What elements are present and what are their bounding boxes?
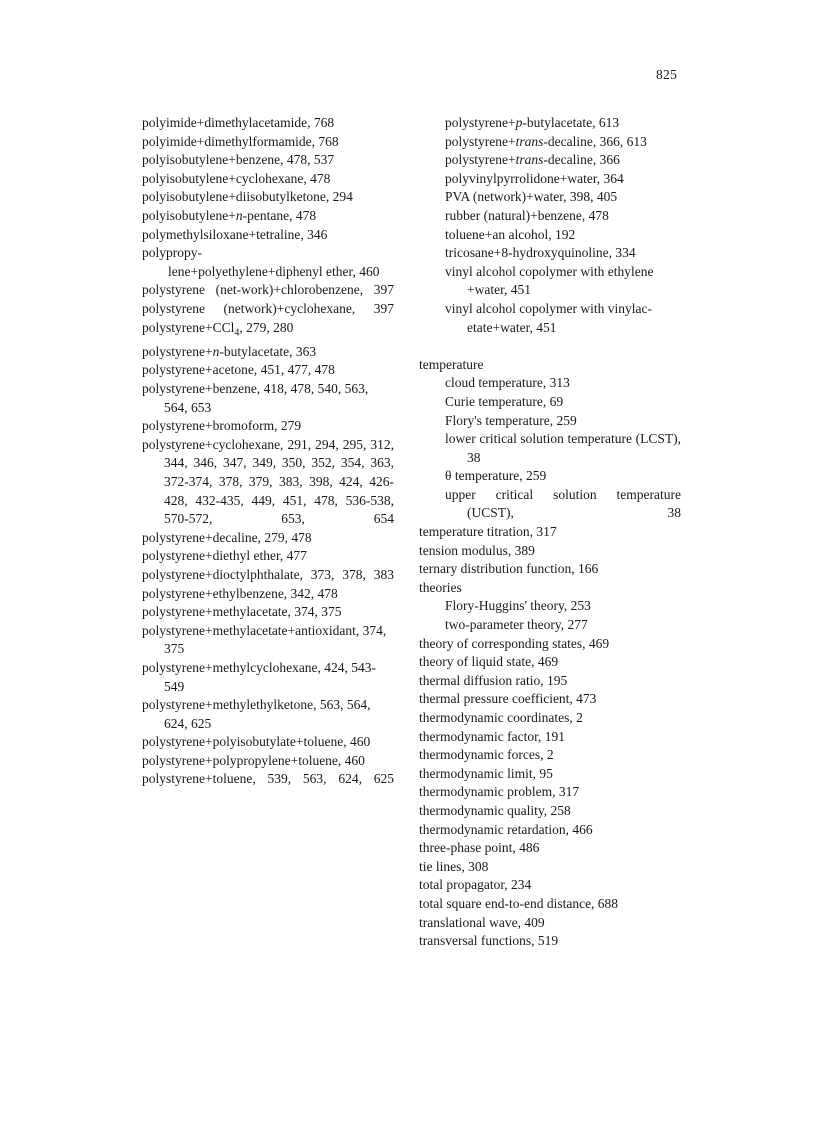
- index-entry: translational wave, 409: [419, 914, 545, 930]
- index-subentry: θ temperature, 259: [445, 468, 547, 484]
- index-subentry: tricosane+8-hydroxyquinoline, 334: [445, 245, 636, 261]
- index-subentry: toluene+an alcohol, 192: [445, 226, 576, 242]
- entry-text: -decaline, 366, 613: [543, 133, 647, 149]
- index-entry: thermodynamic factor, 191: [419, 728, 566, 744]
- index-subentry: [419, 151, 681, 170]
- index-subentry: lower critical solution temperature (LCST), 38: [445, 431, 681, 465]
- index-entry: polystyrene+acetone, 451, 477, 478: [142, 362, 335, 378]
- entry-text: , 279, 280: [239, 319, 294, 335]
- index-entry: polystyrene+benzene, 418, 478, 540, 563, 564, 653: [142, 381, 369, 415]
- entry-italic-text: p: [515, 115, 523, 130]
- index-entry: total square end-to-end distance, 688: [419, 895, 619, 911]
- index-entry: tension modulus, 389: [419, 542, 535, 558]
- index-entry: polystyrene+toluene, 539, 563, 624, 625: [142, 771, 394, 787]
- index-subentry: [419, 114, 681, 133]
- index-entry: polystyrene+methylethylketone, 563, 564, 624, 625: [142, 697, 371, 731]
- index-entry: thermodynamic forces, 2: [419, 747, 554, 763]
- index-entry: thermodynamic quality, 258: [419, 802, 571, 818]
- entry-text: polystyrene+: [142, 343, 213, 359]
- index-subentry: lene+polyethylene+diphenyl ether, 460: [168, 263, 380, 279]
- entry-text: polystyrene+CCl: [142, 319, 235, 335]
- index-entry: [142, 207, 394, 226]
- section-gap: [419, 337, 681, 356]
- index-entry: polystyrene+dioctylphthalate, 373, 378, 383: [142, 566, 394, 582]
- index-entry: thermal diffusion ratio, 195: [419, 672, 568, 688]
- index-entry: thermodynamic limit, 95: [419, 765, 553, 781]
- index-entry: ternary distribution function, 166: [419, 561, 599, 577]
- entry-text: -butylacetate, 363: [219, 343, 317, 359]
- index-entry: [142, 343, 394, 362]
- page-number: 825: [656, 67, 678, 82]
- index-subentry: polyvinylpyrrolidone+water, 364: [445, 170, 624, 186]
- entry-italic-text: n: [235, 207, 243, 223]
- index-entry: polystyrene+decaline, 279, 478: [142, 529, 312, 545]
- index-column-right: [419, 114, 681, 951]
- index-entry: theories: [419, 579, 462, 595]
- index-entry: thermodynamic retardation, 466: [419, 821, 593, 837]
- index-entry: three-phase point, 486: [419, 840, 540, 856]
- index-entry: polystyrene+bromoform, 279: [142, 418, 302, 434]
- entry-italic-text: trans: [515, 152, 544, 168]
- index-subentry: Flory's temperature, 259: [445, 412, 577, 428]
- entry-subscript: 4: [234, 327, 240, 339]
- index-subentry: cloud temperature, 313: [445, 375, 570, 391]
- index-entry: polystyrene (net-work)+chlorobenzene, 397: [142, 282, 394, 298]
- entry-text: -butylacetate, 613: [522, 115, 620, 130]
- index-subentry: Curie temperature, 69: [445, 393, 564, 409]
- index-entry: theory of liquid state, 469: [419, 654, 559, 670]
- index-entry: thermodynamic problem, 317: [419, 784, 580, 800]
- entry-text: polystyrene+: [445, 133, 516, 149]
- entry-text: -pentane, 478: [242, 207, 317, 223]
- index-subentry: Flory-Huggins' theory, 253: [445, 598, 591, 614]
- entry-italic-text: n: [212, 343, 220, 359]
- index-entry: polystyrene (network)+cyclohexane, 397: [142, 300, 394, 316]
- index-entry: polystyrene+diethyl ether, 477: [142, 548, 307, 564]
- entry-text: -decaline, 366: [543, 152, 620, 168]
- index-subentry: rubber (natural)+benzene, 478: [445, 207, 609, 223]
- index-subentry: vinyl alcohol copolymer with vinylac-etate+water, 451: [445, 300, 652, 335]
- index-entry: polypropy-: [142, 245, 202, 261]
- index-subentry: [419, 133, 681, 152]
- index-entry: tie lines, 308: [419, 858, 489, 874]
- index-entry: polystyrene+methylacetate, 374, 375: [142, 604, 342, 620]
- index-entry: polyimide+dimethylacetamide, 768: [142, 115, 335, 130]
- index-entry: thermodynamic coordinates, 2: [419, 710, 583, 725]
- index-entry: polystyrene+polyisobutylate+toluene, 460: [142, 734, 371, 750]
- entry-italic-text: trans: [515, 133, 544, 149]
- index-column-left: [142, 114, 394, 789]
- index-entry: thermal pressure coefficient, 473: [419, 691, 597, 707]
- index-entry: polymethylsiloxane+tetraline, 346: [142, 226, 328, 242]
- index-entry: polyisobutylene+benzene, 478, 537: [142, 152, 335, 168]
- index-subentry: two-parameter theory, 277: [445, 617, 588, 633]
- index-entry: temperature titration, 317: [419, 524, 557, 540]
- index-entry: [142, 319, 394, 343]
- index-entry: temperature: [419, 356, 484, 372]
- index-entry: polyisobutylene+cyclohexane, 478: [142, 170, 331, 186]
- index-entry: polystyrene+cyclohexane, 291, 294, 295, 312, 344, 346, 347, 349, 350, 352, 354, 363, 372-374, 378, 379, 383, 398, 424, 426-428, 432-435, 449, 451, 478, 536-538, 570-572, 653, 654: [142, 436, 394, 527]
- index-entry: theory of corresponding states, 469: [419, 635, 610, 651]
- index-subentry: vinyl alcohol copolymer with ethylene +water, 451: [445, 263, 654, 298]
- index-entry: polyimide+dimethylformamide, 768: [142, 133, 339, 149]
- entry-text: polystyrene+: [445, 115, 516, 130]
- index-entry: polystyrene+methylacetate+antioxidant, 374, 375: [142, 622, 387, 657]
- index-entry: transversal functions, 519: [419, 933, 559, 949]
- index-entry: polystyrene+ethylbenzene, 342, 478: [142, 585, 338, 601]
- index-entry: total propagator, 234: [419, 877, 532, 893]
- index-entry: polystyrene+methylcyclohexane, 424, 543-549: [142, 659, 377, 694]
- index-subentry: upper critical solution temperature (UCST), 38: [445, 486, 681, 521]
- entry-text: polystyrene+: [445, 152, 516, 168]
- entry-text: polyisobutylene+: [142, 207, 236, 223]
- index-entry: polystyrene+polypropylene+toluene, 460: [142, 752, 365, 768]
- index-subentry: PVA (network)+water, 398, 405: [445, 189, 618, 205]
- index-entry: polyisobutylene+diisobutylketone, 294: [142, 189, 353, 205]
